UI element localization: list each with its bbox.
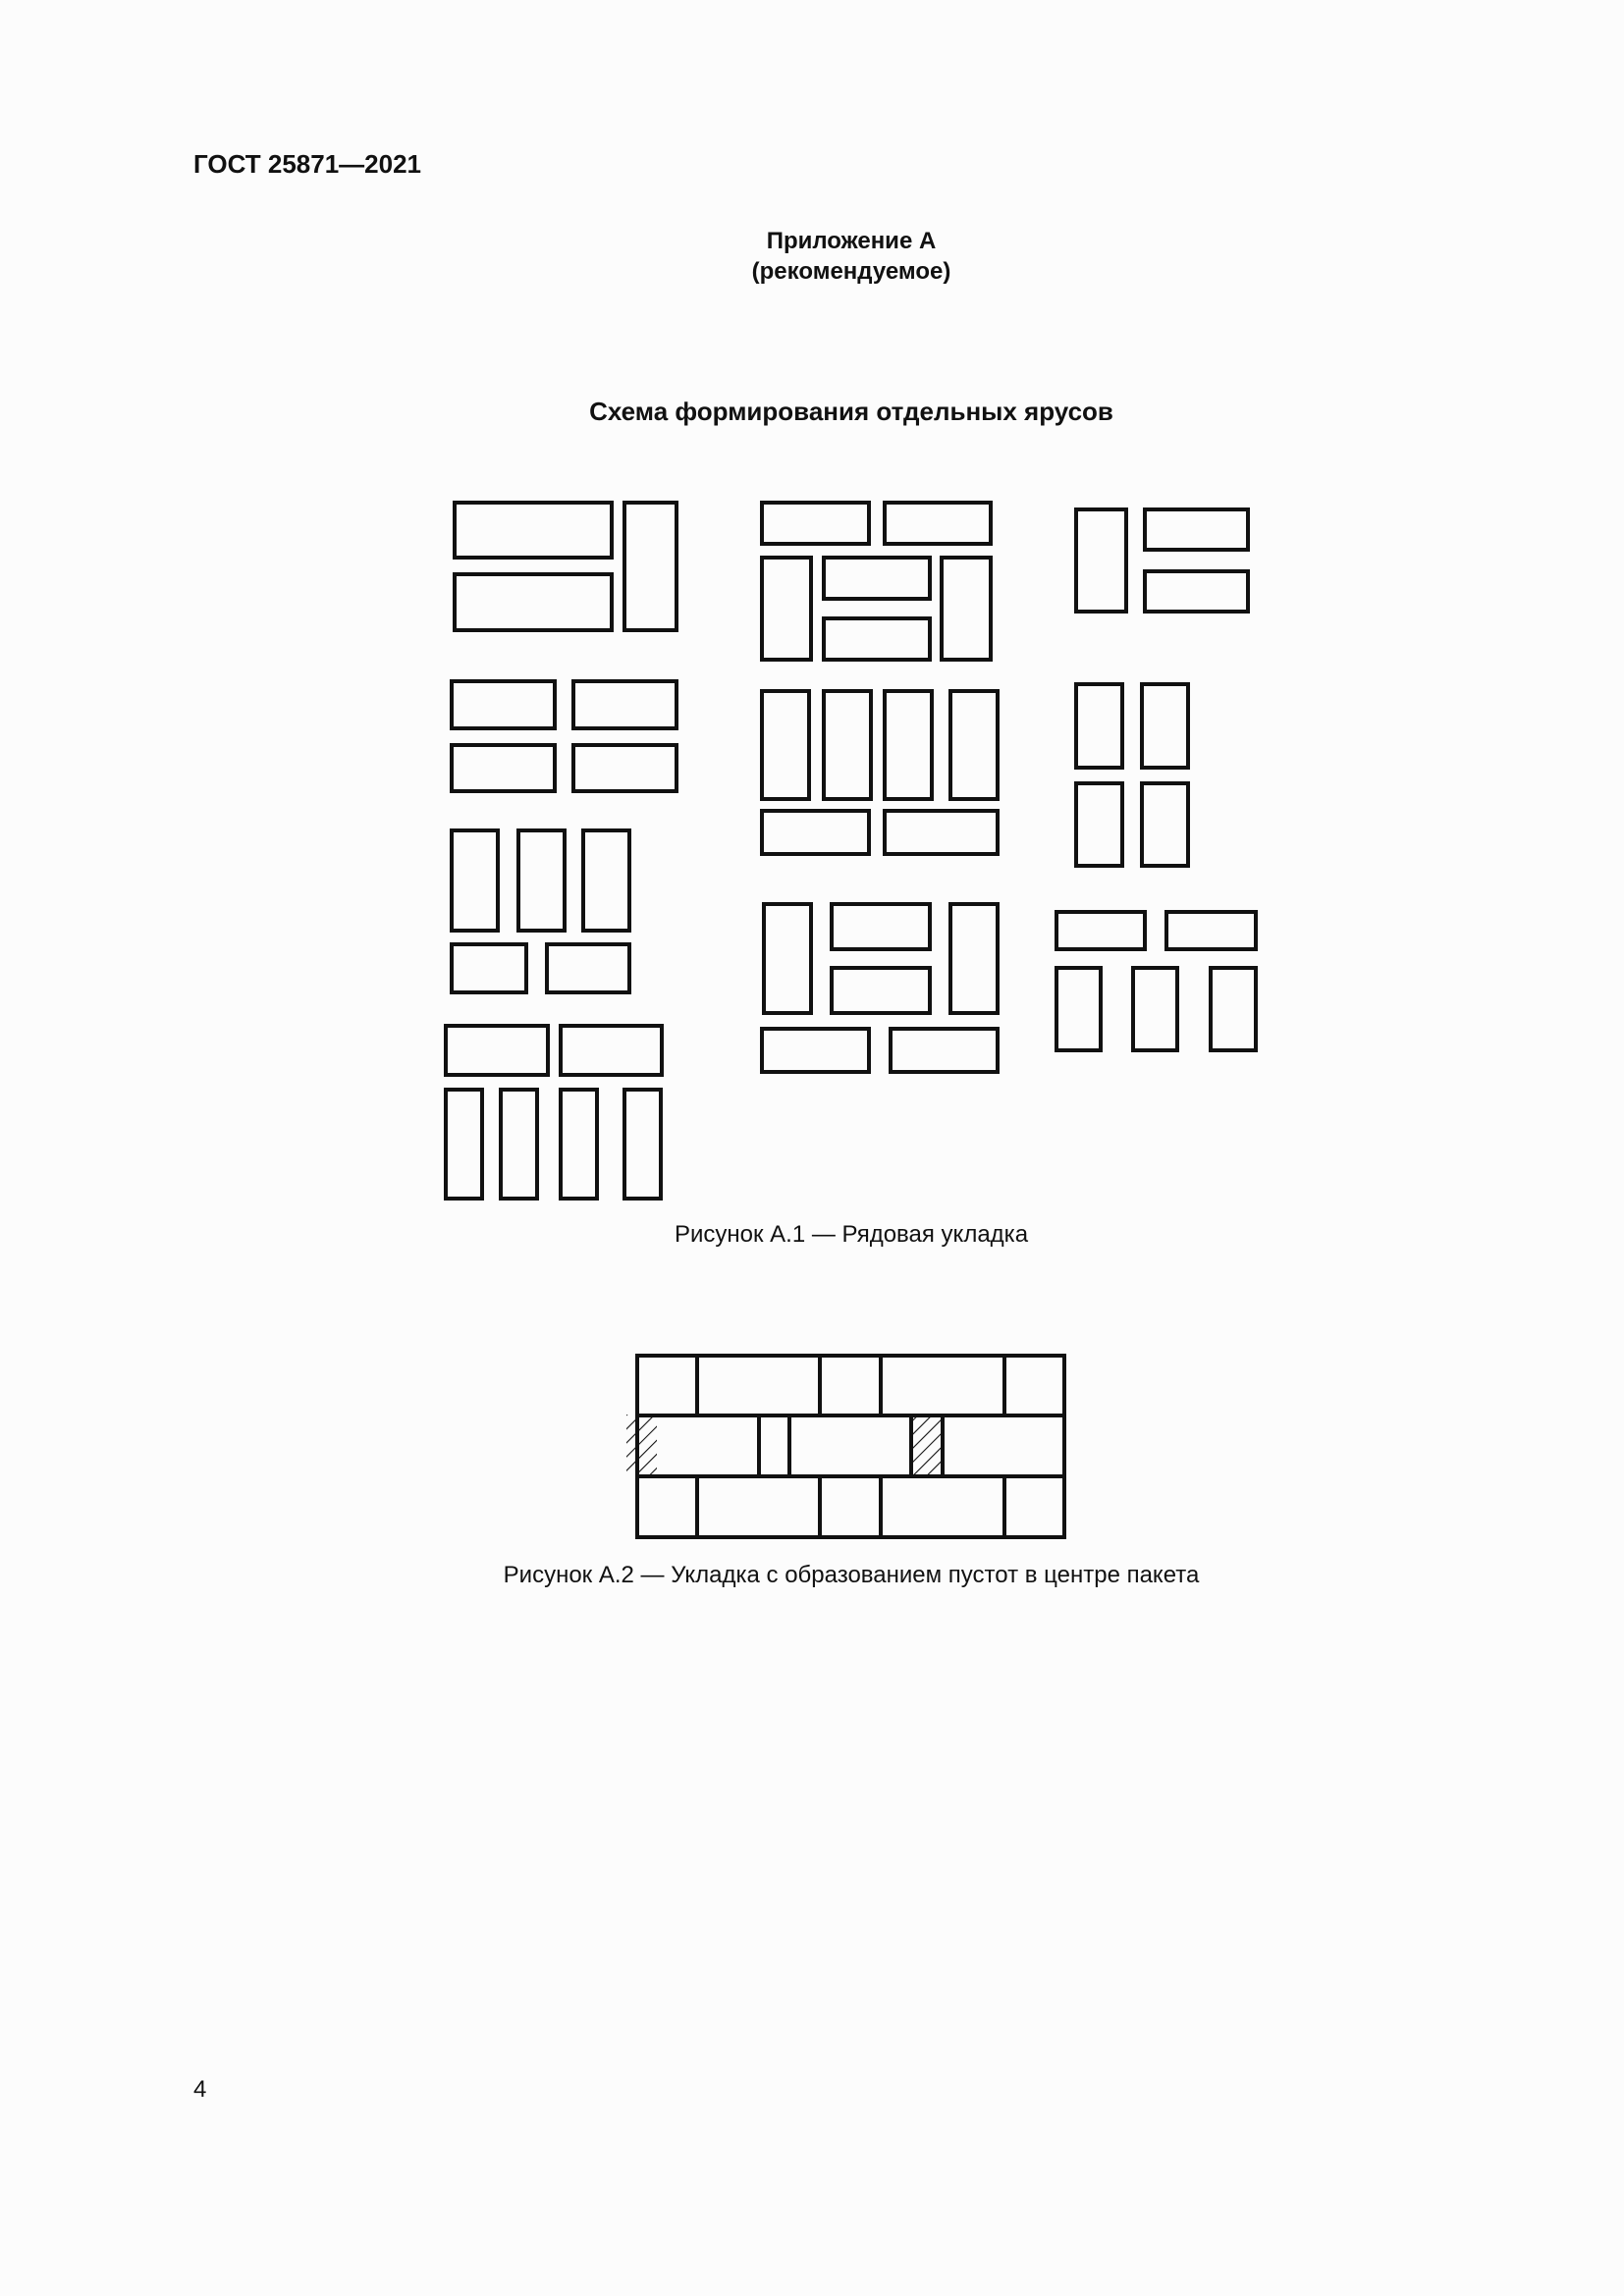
- figure-a2-diagram: [626, 1356, 1064, 1537]
- annex-status: (рекомендуемое): [751, 258, 951, 285]
- figure-a1-diagram: [446, 503, 1256, 1199]
- layout-pattern-1: [455, 503, 677, 630]
- layout-pattern-4: [446, 1026, 662, 1199]
- layout-pattern-2: [452, 681, 677, 791]
- layout-pattern-8: [1076, 509, 1248, 612]
- void-cell-left: [626, 1415, 657, 1474]
- figure-a1-caption: Рисунок А.1 — Рядовая укладка: [674, 1221, 1029, 1248]
- document-code: ГОСТ 25871—2021: [193, 149, 421, 179]
- annex-title: Приложение А: [766, 228, 937, 254]
- layout-pattern-6: [762, 691, 998, 854]
- section-title: Схема формирования отдельных ярусов: [589, 397, 1113, 426]
- void-cell-right: [913, 1415, 944, 1474]
- package-outline: [637, 1356, 1064, 1537]
- layout-pattern-10: [1056, 912, 1256, 1050]
- layout-pattern-5: [762, 503, 991, 660]
- figure-a2-caption: Рисунок А.2 — Укладка с образованием пустот в центре пакета: [503, 1562, 1200, 1588]
- layout-pattern-3: [452, 830, 629, 992]
- page-number: 4: [193, 2076, 207, 2103]
- layout-pattern-7: [762, 904, 998, 1072]
- layout-pattern-9: [1076, 684, 1188, 866]
